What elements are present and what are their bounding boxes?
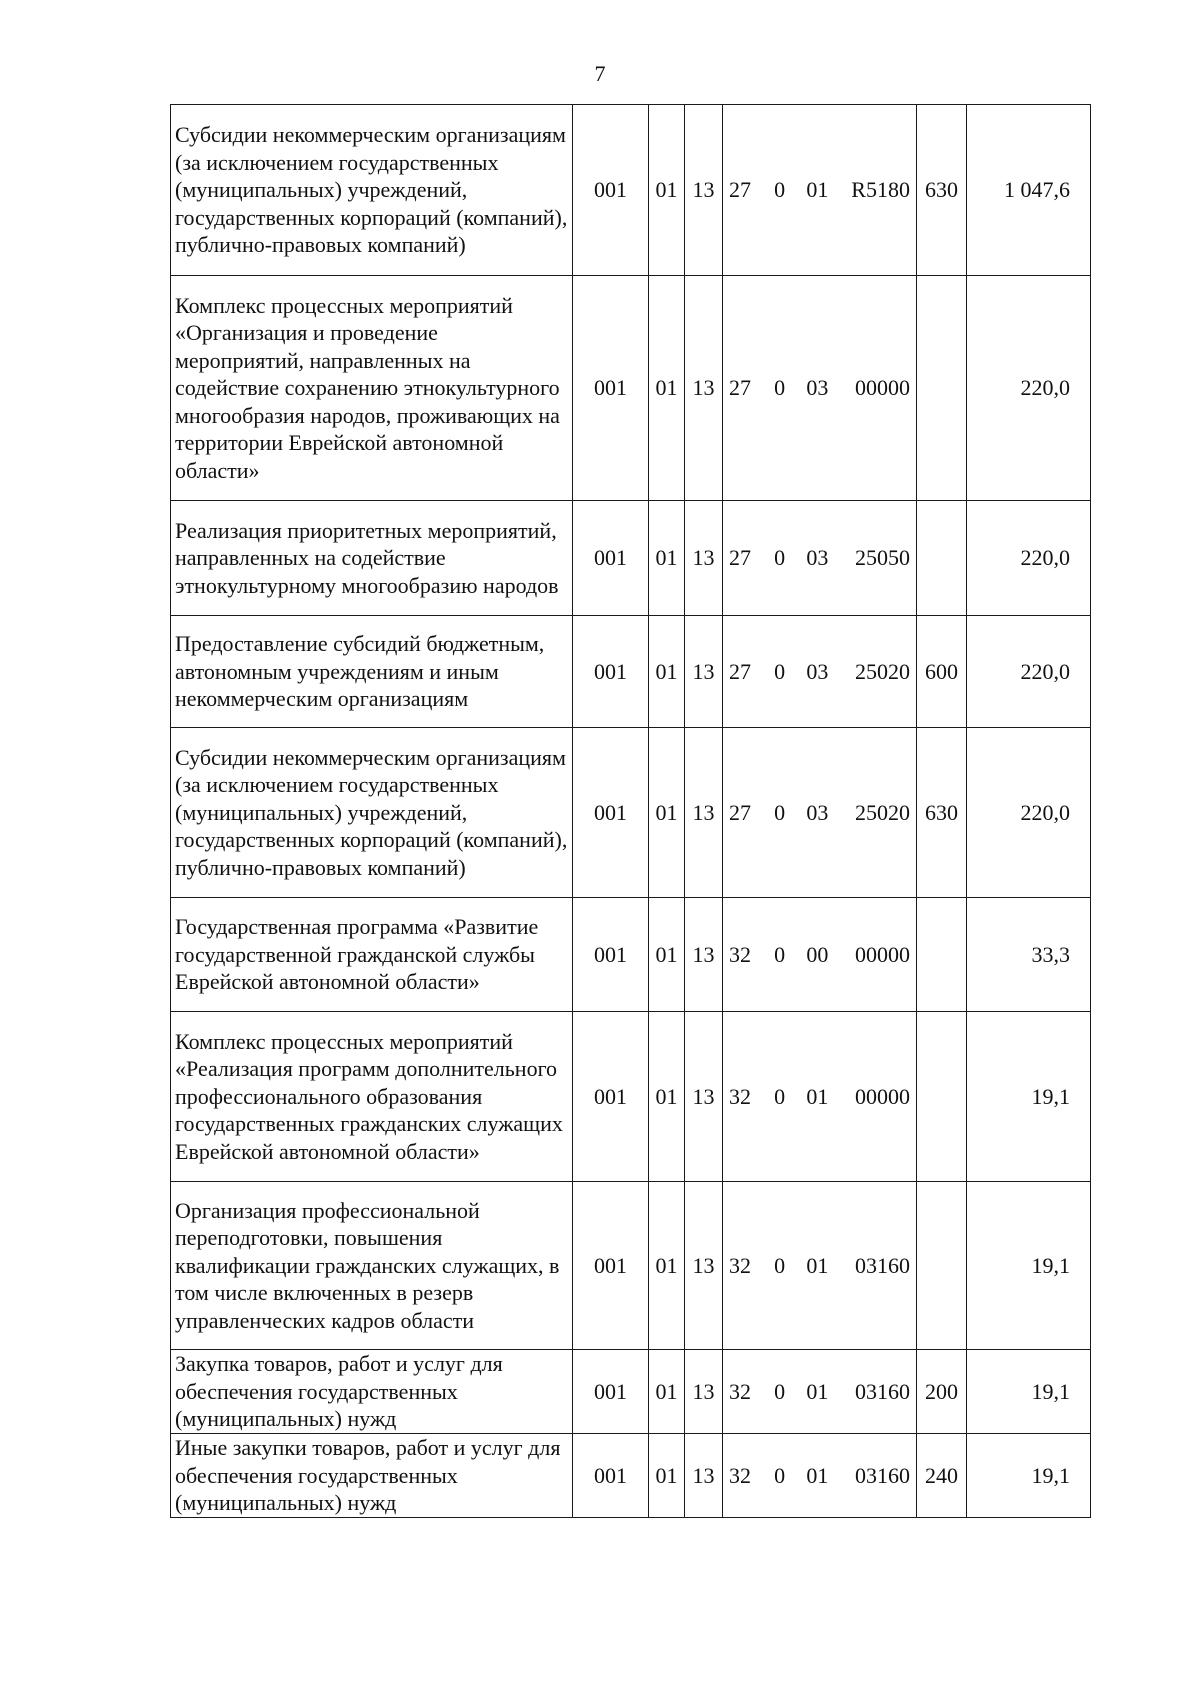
expense-type-code: [917, 898, 967, 1012]
subsection-code: 13: [685, 728, 723, 898]
expense-type-code: [917, 276, 967, 501]
table-row: [171, 501, 1091, 616]
expense-type-code: 630: [917, 728, 967, 898]
grbs-code: 001: [573, 616, 649, 728]
csr-subprogram: 0: [774, 545, 786, 571]
expense-type-code: [917, 1182, 967, 1350]
amount: 19,1: [967, 1434, 1091, 1518]
csr-event: 01: [806, 1462, 829, 1488]
row-name: Субсидии некоммерческим организациям (за исключением государственных (муниципальных) учреждений, государственных корпораций (компаний), публично-правовых компаний): [171, 728, 573, 898]
amount: 1 047,6: [967, 105, 1091, 276]
table-row: [171, 1012, 1091, 1182]
row-name: Реализация приоритетных мероприятий, направленных на содействие этнокультурному многообразию народов: [171, 501, 573, 616]
budget-table: [170, 104, 1091, 1518]
table-row: [171, 616, 1091, 728]
grbs-code: 001: [573, 1012, 649, 1182]
csr-subprogram: 0: [774, 658, 786, 684]
table-row: [171, 1182, 1091, 1350]
subsection-code: 13: [685, 1012, 723, 1182]
csr-direction: 00000: [854, 1083, 910, 1109]
subsection-code: 13: [685, 501, 723, 616]
csr-event: 03: [806, 658, 829, 684]
subsection-code: 13: [685, 898, 723, 1012]
target-article-code: [723, 105, 917, 276]
amount: 19,1: [967, 1012, 1091, 1182]
expense-type-code: [917, 501, 967, 616]
amount: 220,0: [967, 728, 1091, 898]
csr-subprogram: 0: [774, 1462, 786, 1488]
grbs-code: 001: [573, 105, 649, 276]
row-name: Комплекс процессных мероприятий «Организация и проведение мероприятий, направленных на содействие сохранению этнокультурного многообразия народов, проживающих на территории Еврейской автономной области»: [171, 276, 573, 501]
csr-subprogram: 0: [774, 799, 786, 825]
section-code: 01: [649, 728, 685, 898]
table-row: [171, 898, 1091, 1012]
csr-subprogram: 0: [774, 941, 786, 967]
row-name: Закупка товаров, работ и услуг для обеспечения государственных (муниципальных) нужд: [171, 1350, 573, 1434]
amount: 19,1: [967, 1182, 1091, 1350]
expense-type-code: 600: [917, 616, 967, 728]
section-code: 01: [649, 1350, 685, 1434]
csr-event: 01: [806, 1252, 829, 1278]
page-number: 7: [594, 61, 606, 86]
expense-type-code: 630: [917, 105, 967, 276]
amount: 220,0: [967, 276, 1091, 501]
csr-event: 03: [806, 799, 829, 825]
section-code: 01: [649, 1434, 685, 1518]
subsection-code: 13: [685, 1182, 723, 1350]
csr-event: 01: [806, 177, 829, 203]
section-code: 01: [649, 276, 685, 501]
row-name: Комплекс процессных мероприятий «Реализация программ дополнительного профессионального образования государственных гражданских служащих Еврейской автономной области»: [171, 1012, 573, 1182]
section-code: 01: [649, 105, 685, 276]
target-article-code: [723, 898, 917, 1012]
section-code: 01: [649, 501, 685, 616]
csr-program: 27: [729, 799, 751, 825]
table-row: [171, 1434, 1091, 1518]
grbs-code: 001: [573, 276, 649, 501]
target-article-code: [723, 1434, 917, 1518]
table-row: [171, 276, 1091, 501]
row-name: Организация профессиональной переподготовки, повышения квалификации гражданских служащих, в том числе включенных в резерв управленческих кадров области: [171, 1182, 573, 1350]
csr-program: 32: [729, 1083, 751, 1109]
target-article-code: [723, 616, 917, 728]
target-article-code: [723, 1182, 917, 1350]
subsection-code: 13: [685, 276, 723, 501]
csr-program: 27: [729, 375, 751, 401]
csr-direction: 25020: [854, 658, 910, 684]
csr-subprogram: 0: [774, 375, 786, 401]
grbs-code: 001: [573, 898, 649, 1012]
csr-subprogram: 0: [774, 1378, 786, 1404]
grbs-code: 001: [573, 728, 649, 898]
target-article-code: [723, 1012, 917, 1182]
grbs-code: 001: [573, 1434, 649, 1518]
subsection-code: 13: [685, 1434, 723, 1518]
csr-direction: 03160: [854, 1462, 910, 1488]
target-article-code: [723, 728, 917, 898]
grbs-code: 001: [573, 1350, 649, 1434]
table-row: [171, 1350, 1091, 1434]
csr-direction: R5180: [851, 177, 910, 203]
csr-program: 27: [729, 545, 751, 571]
amount: 220,0: [967, 616, 1091, 728]
subsection-code: 13: [685, 1350, 723, 1434]
csr-event: 03: [806, 375, 829, 401]
csr-direction: 03160: [854, 1378, 910, 1404]
table-row: [171, 728, 1091, 898]
csr-event: 00: [806, 941, 829, 967]
row-name: Субсидии некоммерческим организациям (за исключением государственных (муниципальных) учреждений, государственных корпораций (компаний), публично-правовых компаний): [171, 105, 573, 276]
csr-subprogram: 0: [774, 1252, 786, 1278]
csr-subprogram: 0: [774, 177, 786, 203]
csr-direction: 00000: [854, 375, 910, 401]
amount: 19,1: [967, 1350, 1091, 1434]
csr-event: 03: [806, 545, 829, 571]
subsection-code: 13: [685, 616, 723, 728]
target-article-code: [723, 501, 917, 616]
row-name: Иные закупки товаров, работ и услуг для обеспечения государственных (муниципальных) нужд: [171, 1434, 573, 1518]
csr-program: 32: [729, 1462, 751, 1488]
csr-program: 32: [729, 941, 751, 967]
csr-direction: 25050: [854, 545, 910, 571]
table-row: [171, 105, 1091, 276]
csr-program: 27: [729, 177, 751, 203]
csr-subprogram: 0: [774, 1083, 786, 1109]
subsection-code: 13: [685, 105, 723, 276]
section-code: 01: [649, 1182, 685, 1350]
csr-direction: 03160: [854, 1252, 910, 1278]
amount: 33,3: [967, 898, 1091, 1012]
grbs-code: 001: [573, 501, 649, 616]
grbs-code: 001: [573, 1182, 649, 1350]
csr-program: 32: [729, 1378, 751, 1404]
csr-event: 01: [806, 1378, 829, 1404]
section-code: 01: [649, 898, 685, 1012]
target-article-code: [723, 1350, 917, 1434]
csr-program: 27: [729, 658, 751, 684]
target-article-code: [723, 276, 917, 501]
expense-type-code: [917, 1012, 967, 1182]
row-name: Предоставление субсидий бюджетным, автономным учреждениям и иным некоммерческим организациям: [171, 616, 573, 728]
amount: 220,0: [967, 501, 1091, 616]
section-code: 01: [649, 616, 685, 728]
csr-direction: 25020: [854, 799, 910, 825]
expense-type-code: 240: [917, 1434, 967, 1518]
expense-type-code: 200: [917, 1350, 967, 1434]
csr-direction: 00000: [854, 941, 910, 967]
csr-event: 01: [806, 1083, 829, 1109]
section-code: 01: [649, 1012, 685, 1182]
row-name: Государственная программа «Развитие государственной гражданской службы Еврейской автономной области»: [171, 898, 573, 1012]
csr-program: 32: [729, 1252, 751, 1278]
